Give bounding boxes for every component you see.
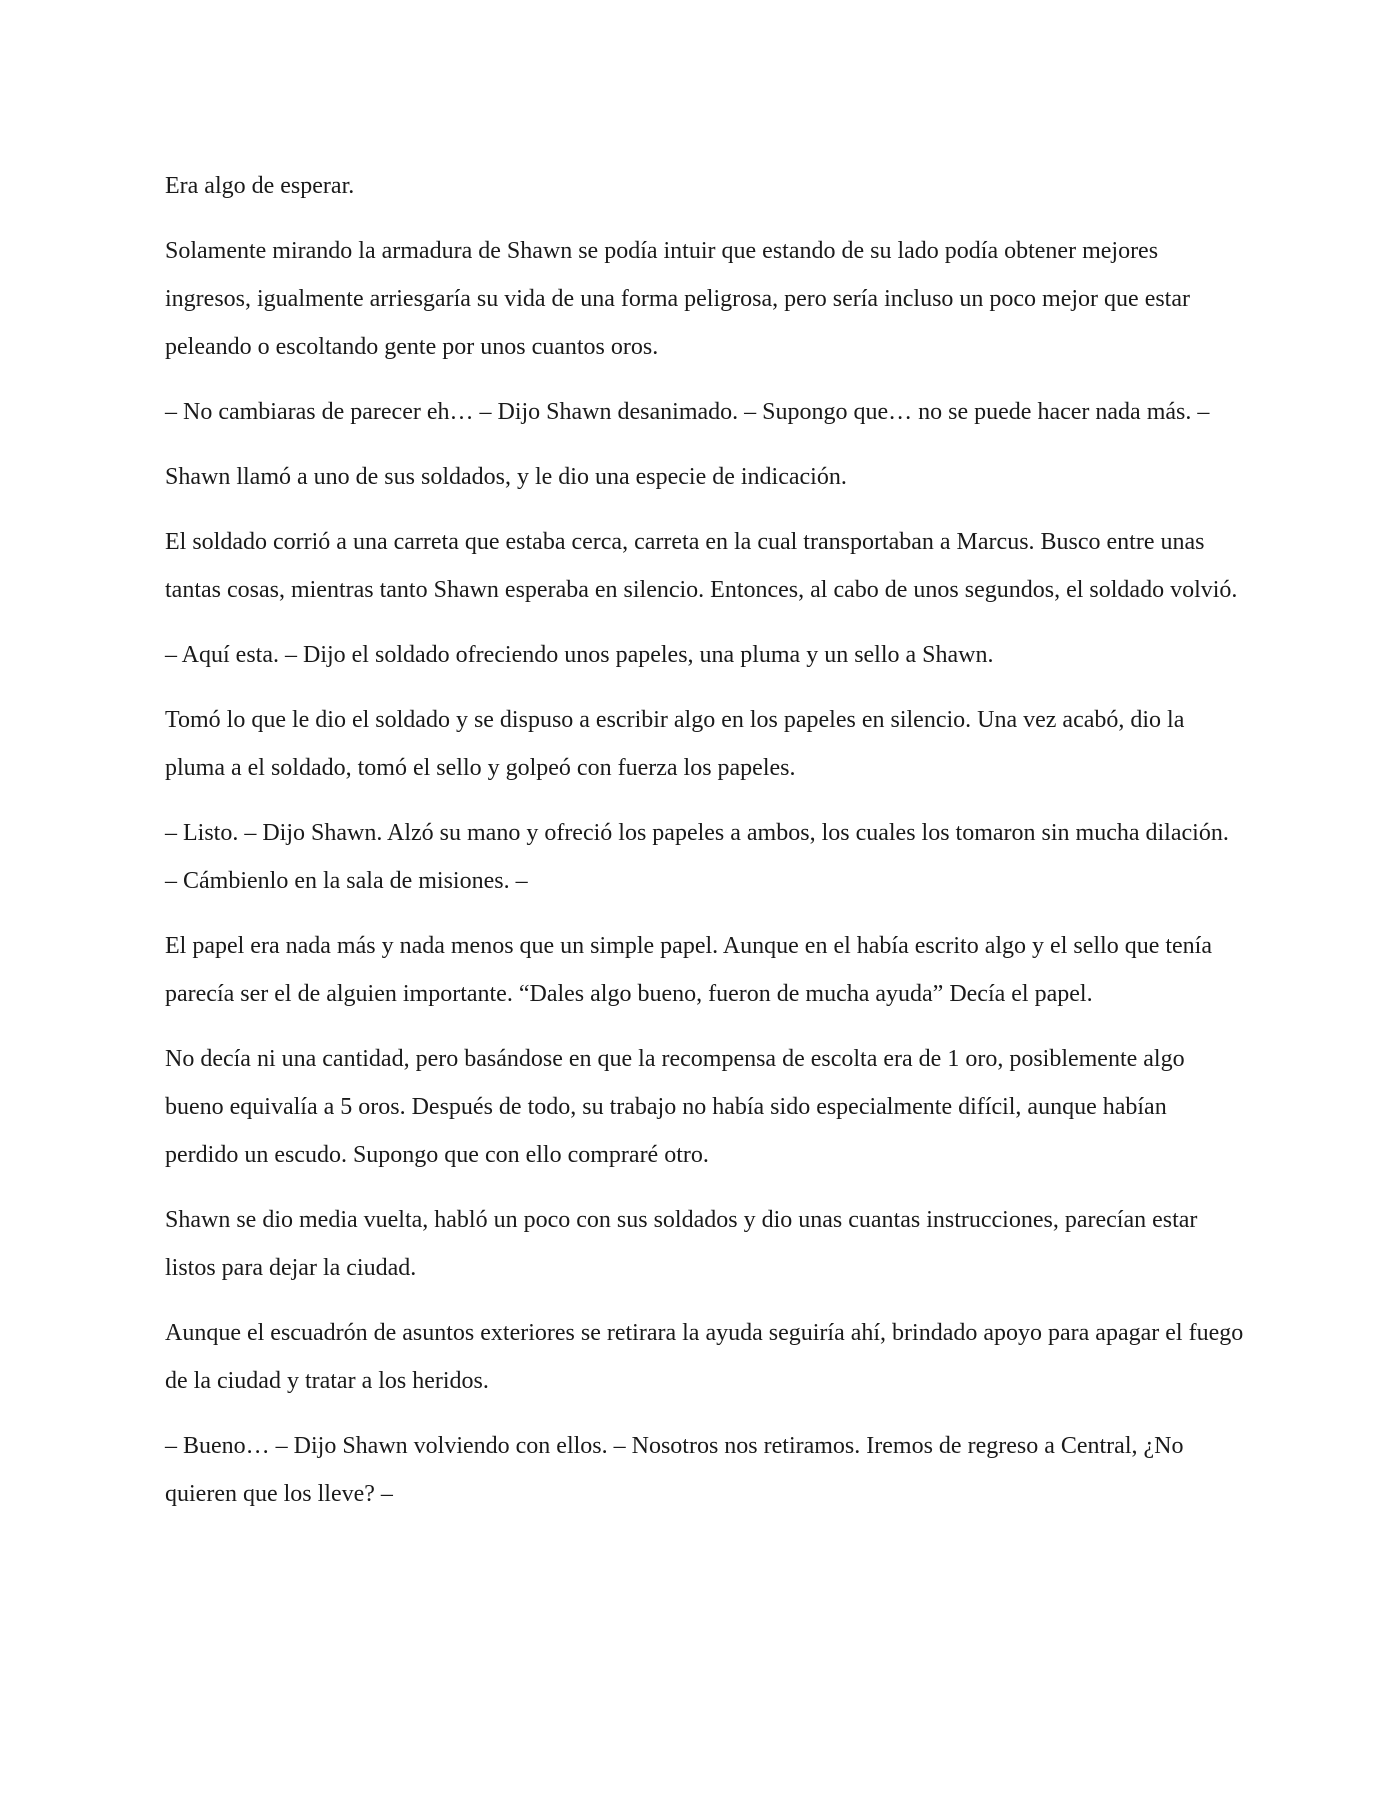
paragraph: Tomó lo que le dio el soldado y se dispuso a escribir algo en los papeles en silencio. Una vez acabó, dio la pluma a el soldado, tomó el sello y golpeó con fuerza los papeles. xyxy=(165,707,1185,781)
paragraph: Solamente mirando la armadura de Shawn se podía intuir que estando de su lado podía obtener mejores ingresos, igualmente arriesgaría su vida de una forma peligrosa, pero sería incluso un poco mejor que estar peleando o escoltando gente por unos cuantos oros. xyxy=(165,238,1190,360)
paragraph: – Aquí esta. – Dijo el soldado ofreciendo unos papeles, una pluma y un sello a Shawn. xyxy=(165,642,994,668)
paragraph: – Listo. – Dijo Shawn. Alzó su mano y ofreció los papeles a ambos, los cuales los tomaron sin mucha dilación. – Cámbienlo en la sala de misiones. – xyxy=(165,820,1229,894)
document-body xyxy=(165,162,1245,1535)
paragraph: Era algo de esperar. xyxy=(165,173,355,199)
paragraph: Aunque el escuadrón de asuntos exteriores se retirara la ayuda seguiría ahí, brindado apoyo para apagar el fuego de la ciudad y tratar a los heridos. xyxy=(165,1320,1244,1394)
paragraph: Shawn se dio media vuelta, habló un poco con sus soldados y dio unas cuantas instrucciones, parecían estar listos para dejar la ciudad. xyxy=(165,1207,1198,1281)
paragraph: El papel era nada más y nada menos que un simple papel. Aunque en el había escrito algo y el sello que tenía parecía ser el de alguien importante. “Dales algo bueno, fueron de mucha ayuda” Decía el papel. xyxy=(165,933,1212,1007)
paragraph: No decía ni una cantidad, pero basándose en que la recompensa de escolta era de 1 oro, posiblemente algo bueno equivalía a 5 oros. Después de todo, su trabajo no había sido especialmente difícil, aunque habían perdido un escudo. Supongo que con ello compraré otro. xyxy=(165,1046,1185,1168)
paragraph: – Bueno… – Dijo Shawn volviendo con ellos. – Nosotros nos retiramos. Iremos de regreso a Central, ¿No quieren que los lleve? – xyxy=(165,1433,1184,1507)
paragraph: Shawn llamó a uno de sus soldados, y le dio una especie de indicación. xyxy=(165,464,847,490)
paragraph: – No cambiaras de parecer eh… – Dijo Shawn desanimado. – Supongo que… no se puede hacer nada más. – xyxy=(165,399,1210,425)
paragraph: El soldado corrió a una carreta que estaba cerca, carreta en la cual transportaban a Marcus. Busco entre unas tantas cosas, mientras tanto Shawn esperaba en silencio. Entonces, al cabo de unos segundos, el soldado volvió. xyxy=(165,529,1238,603)
